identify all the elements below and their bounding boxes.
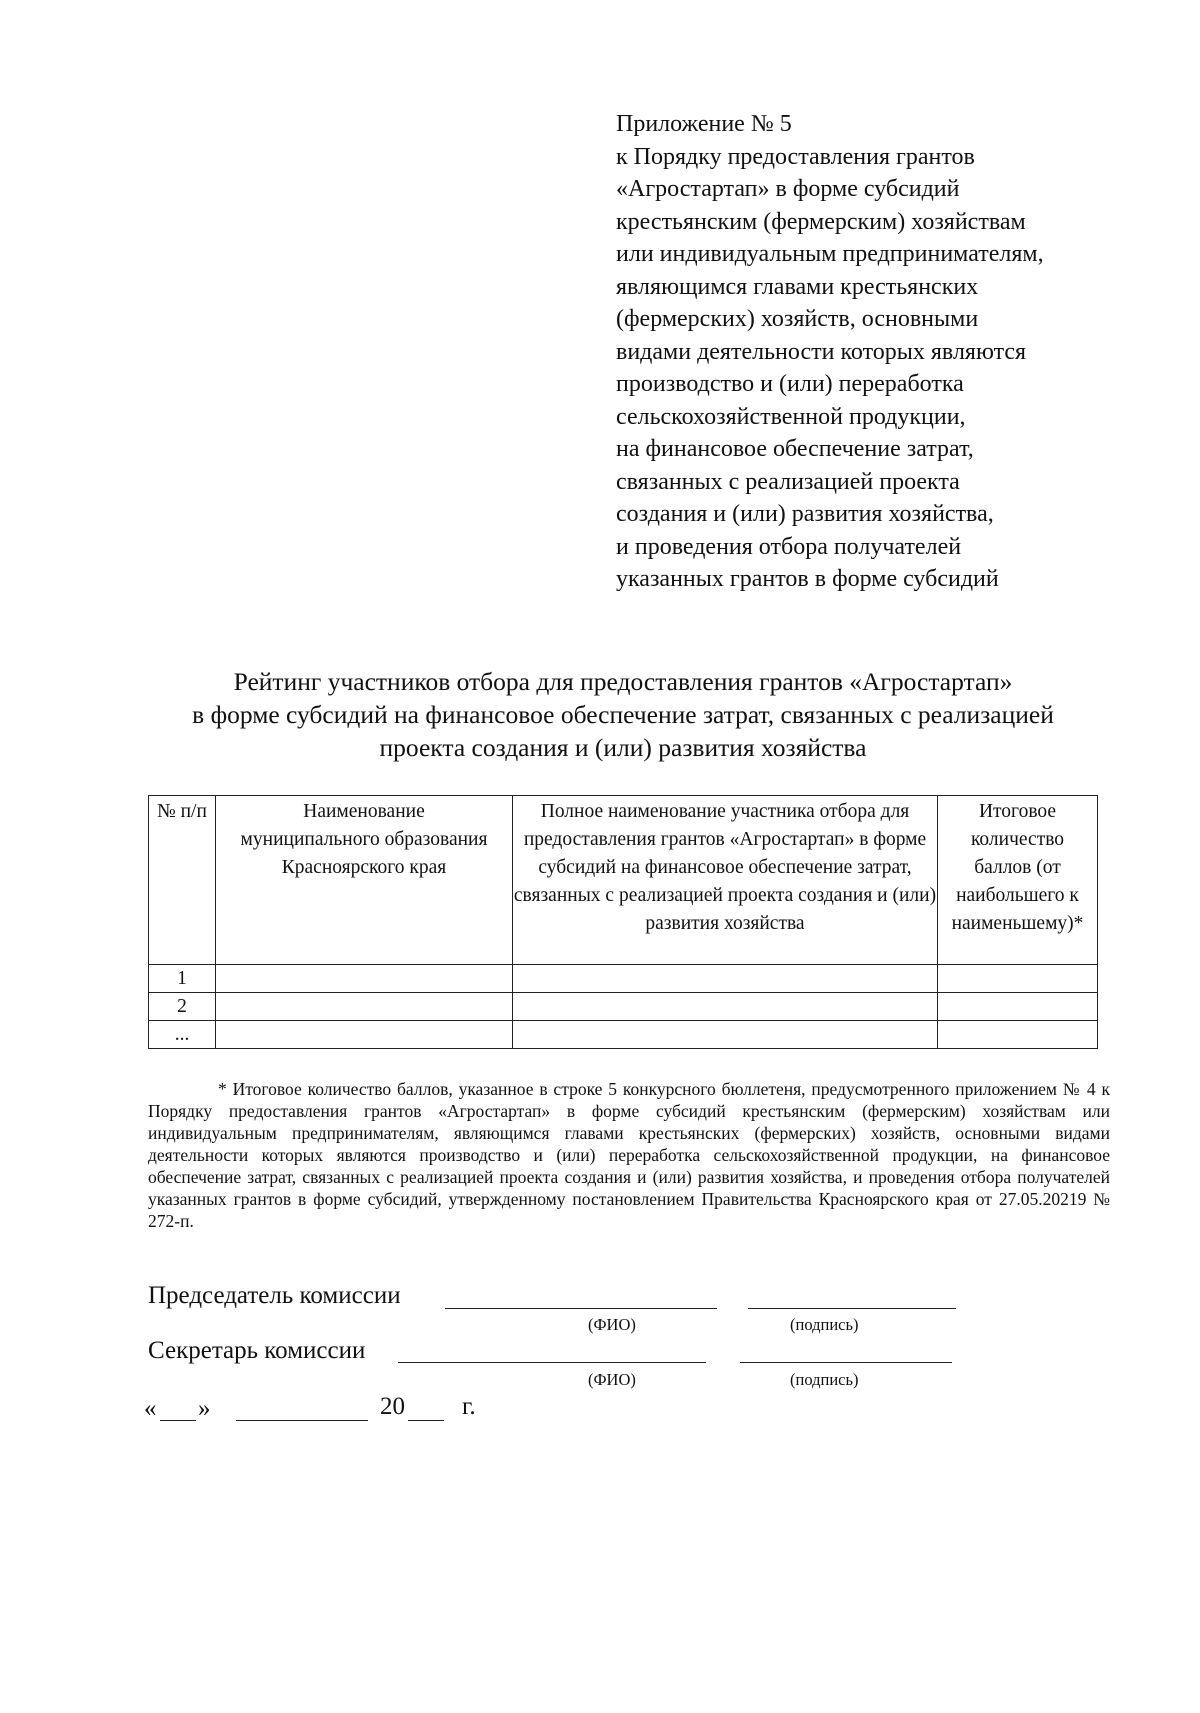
table-row: [149, 1021, 1098, 1049]
date-month-line: [236, 1420, 368, 1421]
chairman-sign-caption: (подпись): [790, 1315, 859, 1334]
title-line: Рейтинг участников отбора для предоставления грантов «Агростартап»: [233, 667, 1013, 696]
secretary-sign-caption: (подпись): [790, 1370, 859, 1389]
footnote: * Итоговое количество баллов, указанное в строке 5 конкурсного бюллетеня, предусмотренного приложением № 4 к Порядку предоставления грантов «Агростартап» в форме субсидий крестьянским (фермерским) хозяйствам или индивидуальным предпринимателям, являющимся главами крестьянских (фермерских) хозяйств, основными видами деятельности которых являются производство и (или) переработка сельскохозяйственной продукции, на финансовое обеспечение затрат, связанных с реализацией проекта создания и (или) развития хозяйства, и проведения отбора получателей указанных грантов в форме субсидий, утвержденному постановлением Правительства Красноярского края от 27.05.20219 № 272-п.: [148, 1079, 1110, 1231]
appendix-line: к Порядку предоставления грантов: [616, 143, 975, 170]
appendix-line: являющимся главами крестьянских: [616, 273, 979, 300]
cell-municipality: [216, 965, 513, 993]
cell-municipality: [216, 993, 513, 1021]
chairman-fio-line: [445, 1308, 717, 1309]
chairman-label: Председатель комиссии: [148, 1282, 401, 1309]
date-year-suffix: г.: [462, 1393, 476, 1420]
cell-participant: [513, 965, 938, 993]
title-line: в форме субсидий на финансовое обеспечение затрат, связанных с реализацией: [192, 700, 1054, 729]
secretary-label: Секретарь комиссии: [148, 1337, 366, 1364]
cell-score: [938, 993, 1098, 1021]
appendix-line: Приложение № 5: [616, 111, 792, 137]
table-header-row: [149, 796, 1098, 965]
appendix-line: крестьянским (фермерским) хозяйствам: [616, 208, 1026, 235]
header-number: № п/п: [149, 796, 216, 965]
date-day-line: [160, 1420, 196, 1421]
appendix-line: производство и (или) переработка: [616, 371, 964, 397]
appendix-line: видами деятельности которых являются: [616, 338, 1027, 365]
title-line: проекта создания и (или) развития хозяйства: [379, 733, 867, 762]
appendix-line: «Агростартап» в форме субсидий: [616, 176, 960, 202]
cell-participant: [513, 993, 938, 1021]
appendix-line: на финансовое обеспечение затрат,: [616, 436, 974, 462]
table-row: [149, 965, 1098, 993]
appendix-line: или индивидуальным предпринимателям,: [616, 241, 1044, 267]
cell-score: [938, 1021, 1098, 1049]
secretary-sign-line: [740, 1362, 952, 1363]
cell-participant: [513, 1021, 938, 1049]
date-close-quote: »: [198, 1395, 211, 1422]
date-year-prefix: 20: [380, 1393, 405, 1420]
header-participant: Полное наименование участника отбора для предоставления грантов «Агростартап» в форме субсидий на финансовое обеспечение затрат, связанных с реализацией проекта создания и (или) развития хозяйства: [513, 796, 938, 965]
appendix-line: и проведения отбора получателей: [616, 533, 962, 560]
chairman-sign-line: [748, 1308, 956, 1309]
secretary-fio-line: [398, 1362, 706, 1363]
cell-number: 2: [149, 993, 216, 1021]
appendix-header: [616, 108, 1044, 596]
date-open-quote: «: [144, 1395, 157, 1422]
cell-number: 1: [149, 965, 216, 993]
document-title: [148, 665, 1098, 764]
appendix-line: (фермерских) хозяйств, основными: [616, 306, 979, 332]
cell-number: ...: [149, 1021, 216, 1049]
date-year-line: [408, 1420, 444, 1421]
cell-municipality: [216, 1021, 513, 1049]
header-municipality: Наименование муниципального образования Красноярского края: [216, 796, 513, 965]
appendix-line: связанных с реализацией проекта: [616, 468, 960, 495]
chairman-fio-caption: (ФИО): [588, 1315, 636, 1334]
cell-score: [938, 965, 1098, 993]
appendix-line: сельскохозяйственной продукции,: [616, 403, 966, 430]
table-row: [149, 993, 1098, 1021]
rating-table: [148, 795, 1098, 1049]
header-score: Итоговое количество баллов (от наибольшего к наименьшему)*: [938, 796, 1098, 965]
appendix-line: указанных грантов в форме субсидий: [616, 566, 999, 592]
appendix-line: создания и (или) развития хозяйства,: [616, 501, 994, 527]
secretary-fio-caption: (ФИО): [588, 1370, 636, 1389]
